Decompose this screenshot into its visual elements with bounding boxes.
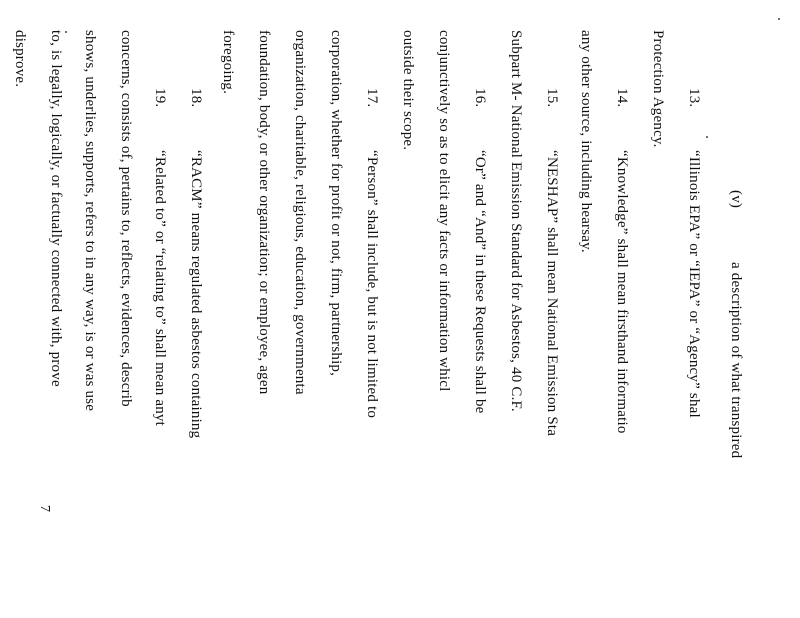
definition-19-line-1: “Related to” or “relating to” shall mean anyt bbox=[152, 150, 168, 426]
definition-13-line-1: “Illinois EPA” or “IEPA” or “Agency” shal bbox=[686, 150, 702, 418]
definition-13-number: 13. bbox=[686, 88, 702, 108]
item-v-number: (v) bbox=[728, 190, 744, 209]
scan-speck bbox=[778, 18, 780, 20]
definition-19-number: 19. bbox=[152, 88, 168, 108]
scan-speck bbox=[65, 31, 67, 33]
scan-speck bbox=[706, 136, 708, 138]
definition-17-line-5: foregoing. bbox=[220, 30, 236, 95]
rotated-text-block bbox=[12, 0, 745, 618]
item-v-line-1: a description of what transpired bbox=[728, 262, 744, 459]
definition-13-line-2: Protection Agency. bbox=[650, 30, 666, 148]
definition-16-number: 16. bbox=[472, 88, 488, 108]
definition-16-line-3: outside their scope. bbox=[400, 30, 416, 151]
definition-19-line-5: disprove. bbox=[12, 30, 28, 88]
definition-17-line-3: organization, charitable, religious, education, governmenta bbox=[292, 30, 308, 395]
definition-17-line-4: foundation, body, or other organization; or employee, agen bbox=[256, 30, 272, 395]
definition-16-line-2: conjunctively so as to elicit any facts or information whicl bbox=[436, 30, 452, 392]
definition-18-line-1: “RACM” means regulated asbestos containing bbox=[188, 150, 204, 439]
definition-14-line-2: any other source, including hearsay. bbox=[578, 30, 594, 253]
definition-19-line-4: to, is legally, logically, or factually connected with, prove bbox=[48, 30, 64, 387]
definition-17-number: 17. bbox=[364, 88, 380, 108]
definition-15-line-2: Subpart M- National Emission Standard for Asbestos, 40 C.F. bbox=[508, 30, 524, 412]
definition-19-line-3: shows, underlies, supports, refers to in any way, is or was use bbox=[82, 30, 98, 412]
definition-14-line-1: “Knowledge” shall mean firsthand informatio bbox=[614, 150, 630, 434]
definition-14-number: 14. bbox=[614, 88, 630, 108]
definition-17-line-2: corporation, whether for profit or not, firm, partnership, bbox=[328, 30, 344, 377]
page-number: 7 bbox=[37, 505, 52, 512]
definition-17-line-1: “Person” shall include, but is not limited to bbox=[364, 150, 380, 419]
definition-15-number: 15. bbox=[544, 88, 560, 108]
definition-15-line-1: “NESHAP” shall mean National Emission Sta bbox=[544, 150, 560, 437]
definition-19-line-2: concerns, consists of, pertains to, reflects, evidences, describ bbox=[118, 30, 134, 407]
definition-18-number: 18. bbox=[188, 88, 204, 108]
definition-16-line-1: “Or” and “And” in these Requests shall be bbox=[472, 150, 488, 414]
